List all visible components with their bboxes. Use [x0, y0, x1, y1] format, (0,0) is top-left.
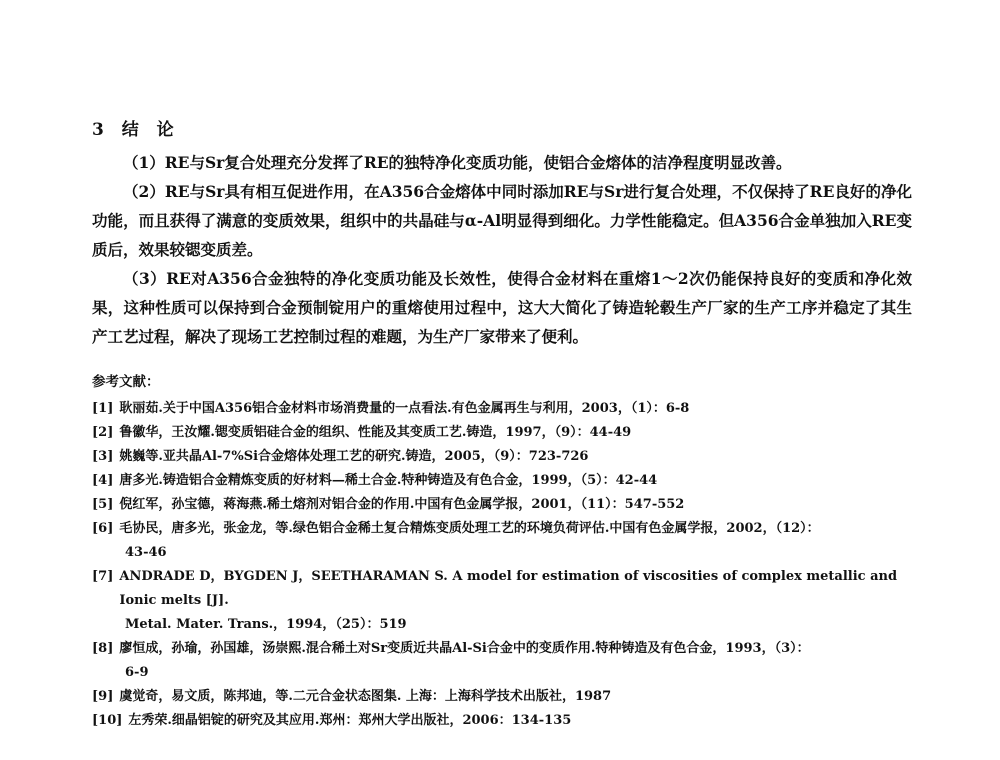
reference-number: [2] [92, 425, 114, 440]
reference-text: 鲁徽华，王汝耀.锶变质铝硅合金的组织、性能及其变质工艺.铸造，1997，（9）：44-49 [119, 425, 632, 440]
reference-item [92, 493, 922, 517]
reference-continuation: 6-9 [125, 665, 149, 680]
reference-continuation: Metal. Mater. Trans.，1994，（25）：519 [125, 617, 407, 632]
reference-item [92, 709, 922, 733]
reference-number: [5] [92, 497, 114, 512]
section-heading: 3 结 论 [92, 120, 180, 140]
reference-item [92, 637, 922, 661]
conclusions-body [92, 148, 912, 351]
reference-number: [8] [92, 641, 114, 656]
reference-text: 虞觉奇，易文质，陈邦迪，等.二元合金状态图集. 上海：上海科学技术出版社，1987 [119, 689, 612, 704]
references-heading: 参考文献： [92, 374, 160, 390]
reference-item [92, 445, 922, 469]
conclusion-paragraph-1: （1）RE与Sr复合处理充分发挥了RE的独特净化变质功能，使铝合金熔体的洁净程度明显改善。 [123, 153, 792, 172]
reference-text: 左秀荣.细晶铝锭的研究及其应用.郑州：郑州大学出版社，2006：134-135 [128, 713, 572, 728]
reference-number: [3] [92, 449, 114, 464]
reference-number: [7] [92, 569, 114, 584]
reference-text: 倪红军，孙宝德，蒋海燕.稀土熔剂对铝合金的作用.中国有色金属学报，2001，（11）：547-552 [119, 497, 685, 512]
reference-number: [1] [92, 401, 114, 416]
reference-number: [9] [92, 689, 114, 704]
reference-text: 姚巍等.亚共晶Al-7%Si合金熔体处理工艺的研究.铸造，2005，（9）：723-726 [119, 449, 589, 464]
reference-item [92, 685, 922, 709]
reference-text: 廖恒成，孙瑜，孙国雄，汤崇熙.混合稀土对Sr变质近共晶Al-Si合金中的变质作用.特种铸造及有色合金，1993，（3）： [119, 641, 810, 656]
reference-number: [10] [92, 713, 123, 728]
reference-text: 毛协民，唐多光，张金龙，等.绿色铝合金稀土复合精炼变质处理工艺的环境负荷评估.中国有色金属学报，2002，（12）： [119, 521, 820, 536]
reference-number: [4] [92, 473, 114, 488]
reference-text: ANDRADE D，BYGDEN J，SEETHARAMAN S. A model for estimation of viscosities of complex metallic and Ionic melts [J]. [119, 569, 898, 608]
references-list [92, 397, 922, 733]
reference-item [92, 397, 922, 421]
conclusion-paragraph-3: （3）RE对A356合金独特的净化变质功能及长效性，使得合金材料在重熔1～2次仍能保持良好的变质和净化效果，这种性质可以保持到合金预制锭用户的重熔使用过程中，这大大简化了铸造轮毂生产厂家的生产工序并稳定了其生产工艺过程，解决了现场工艺控制过程的难题，为生产厂家带来了便利。 [92, 269, 912, 346]
reference-item [92, 517, 922, 541]
reference-number: [6] [92, 521, 114, 536]
reference-continuation: 43-46 [125, 545, 167, 560]
reference-text: 耿丽茹.关于中国A356铝合金材料市场消费量的一点看法.有色金属再生与利用，2003，（1）：6-8 [119, 401, 690, 416]
conclusion-paragraph-2: （2）RE与Sr具有相互促进作用，在A356合金熔体中同时添加RE与Sr进行复合处理，不仅保持了RE良好的净化功能，而且获得了满意的变质效果，组织中的共晶硅与α-Al明显得到细化。力学性能稳定。但A356合金单独加入RE变质后，效果较锶变质差。 [92, 182, 912, 259]
reference-item [92, 469, 922, 493]
reference-item [92, 421, 922, 445]
reference-item [92, 565, 922, 613]
reference-text: 唐多光.铸造铝合金精炼变质的好材料—稀土合金.特种铸造及有色合金，1999，（5）：42-44 [119, 473, 658, 488]
